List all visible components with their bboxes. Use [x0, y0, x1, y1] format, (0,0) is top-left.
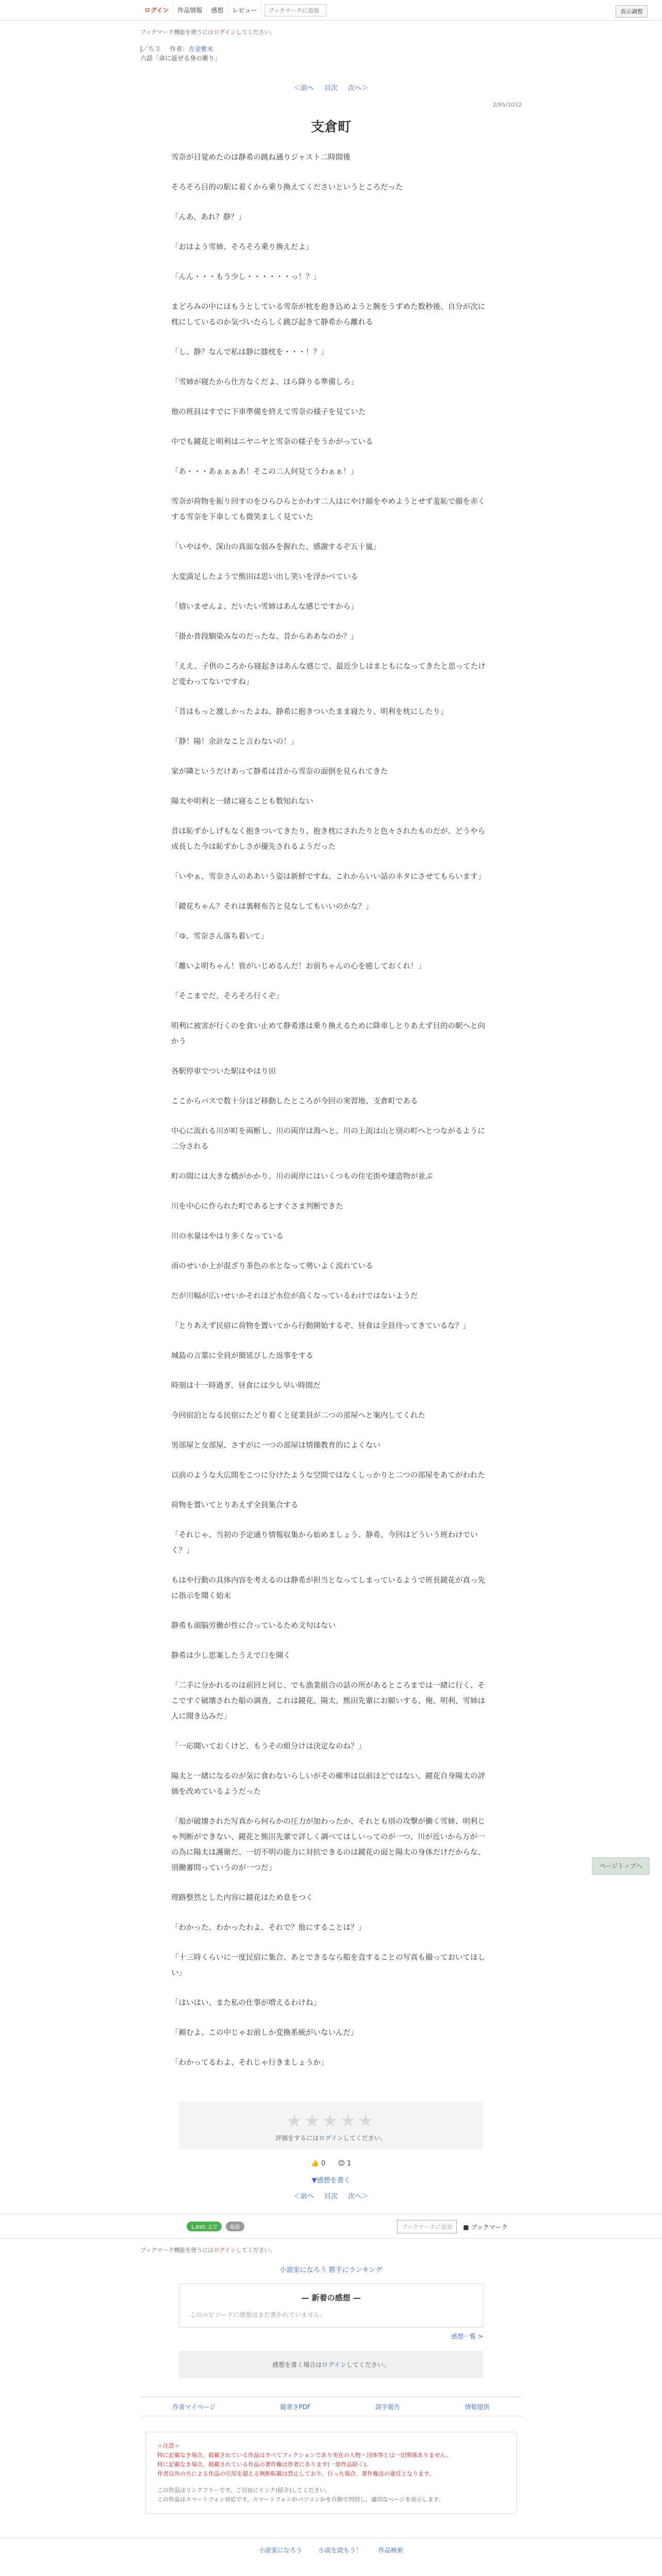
rating-note: 評価をするにはログインしてください。: [275, 2134, 387, 2142]
novel-paragraph: そろそろ目的の駅に着くから乗り換えてくださいというところだった: [171, 183, 403, 192]
display-settings-button[interactable]: 表示調整: [616, 5, 648, 18]
novel-paragraph: 中心に流れる川が町を両断し、川の両岸は海へと、川の上流は山と別の町へとつながるように二分される: [171, 1127, 485, 1151]
novel-paragraph: 「一応聞いておくけど、もうその組分けは決定なのね？」: [171, 1742, 366, 1751]
legal-notice: ＋注意＋ 特に記載なき場合、掲載されている作品はすべてフィクションであり実在の人物・団体等とは一切関係ありません。 特に記載なき場合、掲載されている作品の著作権は作者にあります(一部作品除く)。 作者以外の方による作品の引用を超える無断転載は禁止しており、行った場合、著作権法の違反となります。 この作品はリンクフリーです。ご自由にリンク(紹介)してください。 この作品はスマートフォン対応です。スマートフォンかパソコンかを自動で判別し、適切なページを表示します。: [145, 2432, 517, 2514]
login-to-review: 感想を書く場合はログインしてください。: [179, 2351, 483, 2378]
top-header-inner: [140, 0, 522, 21]
novel-paragraph: 雪奈が荷物を振り回すのをひらひらとかわす二人はにやけ顔をやめようとせず羞恥で顔を赤くする雪奈を下車しても微笑ましく見ていた: [171, 498, 485, 521]
novel-paragraph: 家が隣というだけあって静希は昔から雪奈の面倒を見られてきた: [171, 768, 388, 776]
novel-paragraph: 時刻は十一時過ぎ、昼食には少し早い時間だ: [171, 1382, 321, 1390]
novel-paragraph: 静希も頭脳労働が性に合っているため文句はない: [171, 1622, 336, 1630]
novel-info-link[interactable]: 作品情報: [173, 0, 207, 21]
reactions: [0, 2160, 662, 2167]
top-header: [0, 0, 662, 21]
review-list-link: 感想一覧 >: [451, 2333, 483, 2340]
action-bar: [0, 2214, 662, 2239]
bookmark-actions: [397, 2220, 508, 2233]
badges: [187, 2222, 244, 2231]
novel-paragraph: 「はいはい、また私の仕事が増えるわけね」: [171, 1999, 321, 2007]
episode-counter: 2/95/1032: [492, 101, 522, 108]
novel-paragraph: 「とりあえず民宿に荷物を置いてから行動開始するぞ、昼食は全員待ってきているな？」: [171, 1322, 470, 1330]
review-link[interactable]: レビュー: [228, 0, 261, 21]
bookmark-add-input[interactable]: [264, 4, 326, 16]
novel-paragraph: 「ゆ、雪奈さん落ち着いて」: [171, 933, 268, 941]
novel-paragraph: 「そこまでだ、そろそろ行くぞ」: [171, 992, 284, 1001]
novel-paragraph: 「わかってるわよ、それじゃ行きましょうか」: [171, 2059, 328, 2067]
novel-paragraph: 「静！陽！余計なこと言わないの！」: [171, 738, 299, 746]
novel-paragraph: 町の間には大きな橋がかかり、川の両岸にはいくつもの住宅街や建造物が並ぶ: [171, 1173, 433, 1181]
prev-link[interactable]: ＜前へ: [293, 84, 314, 92]
index-link-bottom[interactable]: 目次: [324, 2193, 338, 2200]
novel-paragraph: 各駅停車でついた駅はやはり田: [171, 1067, 276, 1076]
novel-paragraph: 「離いよ明ちゃん！皆がいじめるんだ！お前ちゃんの心を癒しておくれ！」: [171, 962, 425, 971]
footer-search-link[interactable]: 作品検索: [378, 2547, 403, 2554]
novel-paragraph: 「おはよう雪姉、そろそろ乗り換えだよ」: [171, 243, 313, 251]
episode-title: 支倉町: [310, 120, 351, 135]
footer-yomou-link[interactable]: 小説を読もう！: [318, 2547, 362, 2554]
new-reviews-box: [179, 2283, 483, 2328]
info-submit-link[interactable]: 情報提供: [465, 2403, 490, 2411]
top-nav: [140, 0, 261, 21]
footer-narou-link[interactable]: 小説家になろう: [259, 2547, 303, 2554]
novel-paragraph: だが川幅が広いせいかそれほど水位が高くなっているわけではないようだ: [171, 1292, 418, 1300]
novel-paragraph: 雪奈が目覚めたのは静希の跳ね通りジャスト二時間後: [171, 154, 351, 162]
novel-paragraph: 川の水量はやはり多くなっている: [171, 1232, 284, 1241]
novel-paragraph: 城島の言葉に全員が簡延びした返事をする: [171, 1352, 313, 1360]
next-link[interactable]: 次へ＞: [348, 84, 369, 92]
novel-paragraph: 男部屋と女部屋、さすがに一つの部屋は情操教育的によくない: [171, 1442, 380, 1450]
bookmark-notice-bottom: ブックマーク機能を使うにはログインしてください。: [140, 2247, 276, 2253]
novel-paragraph: 「掛か普段馴染みなのだったな、昔からああなのか？」: [171, 633, 358, 641]
novel-paragraph: まどろみの中にほもうとしている雪奈が枕を抱き込めようと腕をうずめた数秒後、自分が次に枕にしているのか気づいたらしく跳び起きて静希から離れる: [171, 303, 485, 327]
write-review-link: ▼感想を書く: [311, 2177, 351, 2184]
index-link[interactable]: 目次: [324, 84, 338, 92]
page-top-button[interactable]: ページトップへ: [592, 1857, 650, 1875]
footer-links: [140, 2397, 522, 2416]
rating-login-link[interactable]: ログイン: [319, 2134, 343, 2142]
login-link[interactable]: ログイン: [140, 0, 173, 21]
smile-reaction[interactable]: 😊 1: [338, 2160, 352, 2167]
bookmark-link[interactable]: ■ ブックマーク: [463, 2223, 508, 2231]
latest-badge: 最新: [226, 2222, 244, 2231]
novel-paragraph: 明利に被害が行くのを食い止めて静希達は乗り換えるために降車しとりあえず目的の駅へと向かう: [171, 1022, 485, 1046]
bookmark-login-link[interactable]: ログイン: [213, 29, 236, 36]
next-link-bottom[interactable]: 次へ＞: [348, 2193, 369, 2200]
bookmark-add-button[interactable]: ブックマークに追加: [397, 2220, 457, 2233]
novel-paragraph: 「昔はもっと激しかったよね、静希に抱きついたまま寝たり、明利を枕にしたり」: [171, 708, 448, 716]
novel-paragraph: 雨のせいか上が混ざり茶色の水となって勢いよく流れている: [171, 1262, 373, 1270]
series-info: [140, 44, 522, 54]
novel-paragraph: 理路整然とした内容に鏡花はため息をつく: [171, 1894, 313, 1902]
novel-paragraph: 「二手に分かれるのは前回と同じ、でも漁業組合の話の所があるところまでは一緒に行く、そこですぐ破壊された船の調査、これは鏡花、陽太、熊田先輩にお願いする、俺、明利、雪姉は人に聞き込みだ」: [171, 1682, 485, 1721]
rating-box: [179, 2102, 483, 2149]
prev-link-bottom[interactable]: ＜前へ: [293, 2193, 314, 2200]
novel-paragraph: 中でも鏡花と明利はニヤニヤと雪奈の様子をうかがっている: [171, 438, 373, 446]
novel-paragraph: 陽太や明利と一緒に寝ることも数知れない: [171, 798, 313, 806]
bookmark-notice: ブックマーク機能を使うにはログインしてください。: [140, 29, 276, 36]
novel-paragraph: 「嬉いませんよ、だいたい雪姉はあんな感じですから」: [171, 603, 358, 611]
rating-stars[interactable]: ★★★★★: [286, 2111, 376, 2131]
novel-paragraph: 「船が破壊された写真から何らかの圧力が加わったか、それとも別の攻撃が働く雪姉、明利じゃ判断ができない、鏡花と熊田先輩で詳しく調べてはしいってのが一つ、川が近いから万が一の為に陽太は護衛だ、一切不明の能力に対抗できるのは鏡花の面と陽太の身体だけだからな、別働審問っていうのが一つだ」: [171, 1818, 485, 1872]
ranking-link: 小説家になろう 勝手にランキング: [279, 2266, 383, 2274]
novel-paragraph: 陽太と一緒になるのが気に食わないらしいがその確率は以前ほどではない。鏡花自身陽太の評価を改めているようだった: [171, 1772, 485, 1796]
novel-paragraph: 「ええ、子供のころから寝起きはあんな感じで、最近少しはまともになってきたと思ってたけど変わってないですね」: [171, 663, 486, 686]
new-reviews-title: — 新着の感想 —: [301, 2293, 361, 2302]
top-pager: [140, 75, 522, 99]
novel-paragraph: 大変満足したようで熊田は思い出し笑いを浮かべている: [171, 573, 358, 581]
novel-paragraph: 「いやぁ、雪奈さんのああいう姿は新鮮ですね、これからいい話のネタにさせてもらいます」: [171, 873, 485, 881]
no-reviews-text: このエピソードに感想はまだ書かれていません。: [190, 2311, 326, 2318]
novel-paragraph: 静希は少し思案したうえで口を開く: [171, 1652, 291, 1660]
novel-paragraph: ここからバスで数十分ほど移動したところが今回の実習地、支倉町である: [171, 1097, 418, 1106]
novel-paragraph: 「それじゃ、当初の予定通り情報収集から始めましょう、静希、今回はどういう班わけでいく？」: [171, 1531, 478, 1555]
novel-paragraph: 「頼むよ、この中じゃお前しか変換系統がいないんだ」: [171, 2029, 358, 2037]
vertical-pdf-link[interactable]: 縦書きPDF: [280, 2403, 311, 2411]
novel-paragraph: 「あ・・・あぁぁぁあ！そこの二人何見てうわぁぁ！」: [171, 468, 358, 476]
author-link[interactable]: 吉金雅未: [188, 45, 213, 53]
novel-paragraph: 昔は恥ずかしげもなく抱きついてきたり、抱き枕にされたりと色々されたものだが、どうやら成長した今は恥ずかしさが優先されるようだった: [171, 827, 485, 851]
main-wrap: [140, 21, 522, 2071]
bookmark-login-link-bottom[interactable]: ログイン: [213, 2247, 236, 2253]
novel-paragraph: 「んあ、あれ？静？」: [171, 213, 246, 222]
review-login-link[interactable]: ログイン: [322, 2361, 346, 2368]
like-reaction[interactable]: 👍 0: [310, 2160, 326, 2167]
novel-paragraph: 荷物を置いてとりあえず全員集合する: [171, 1501, 299, 1510]
novel-paragraph: 「んん・・・もう少し・・・・・・っ！？」: [171, 273, 321, 281]
novel-paragraph: 「十三時くらいに一度民宿に集合、あとできるなら船を直することの写真も撮っておいてほしい」: [171, 1954, 485, 1977]
author-label: 作者：: [170, 45, 189, 53]
novel-body: [171, 150, 491, 2071]
author-mypage-link[interactable]: 作者マイページ: [172, 2403, 216, 2411]
novel-paragraph: 「わかった、わかったわよ、それで？他にすることは？」: [171, 1924, 366, 1932]
site-footer: [0, 2538, 662, 2574]
impressions-link[interactable]: 感想: [207, 0, 228, 21]
novel-paragraph: 「雪姉が寝たから仕方なくだよ、ほら降りる準備しろ」: [171, 378, 358, 386]
typo-report-link[interactable]: 誤字報告: [375, 2403, 401, 2411]
chapter-title: 六話「命に返ぜる身の衝り」: [140, 55, 221, 62]
series-title-link[interactable]: J／ち３: [140, 45, 161, 53]
novel-paragraph: 他の班員はすでに下車準備を終えて雪奈の様子を見ていた: [171, 408, 366, 416]
novel-paragraph: 今回宿泊となる民宿にたどり着くと従業員が二つの部屋へと案内してくれた: [171, 1412, 425, 1420]
novel-paragraph: 以前のような大広間をこつに分けたような空間ではなくしっかりと二つの部屋をあてがわれた: [171, 1471, 485, 1480]
char-count-badge: 1,895 文字: [187, 2222, 222, 2231]
bottom-pager: [0, 2191, 662, 2200]
novel-paragraph: 「し、静？なんで私は静に膝枕を・・・！？」: [171, 348, 328, 357]
novel-paragraph: もはや行動の具体内容を考えるのは静希が担当となってしまっているようで班長鏡花が真っ先に指示を聞く始末: [171, 1577, 485, 1600]
novel-paragraph: 川を中心に作られた町であるとすぐさま判断できた: [171, 1202, 343, 1211]
novel-paragraph: 「鏡花ちゃん？それは裏軽布告と見なしてもいいのかな？」: [171, 903, 373, 911]
novel-paragraph: 「いやはや、深山の真面な弱みを握れた、感謝するぞ五十嵐」: [171, 543, 380, 551]
